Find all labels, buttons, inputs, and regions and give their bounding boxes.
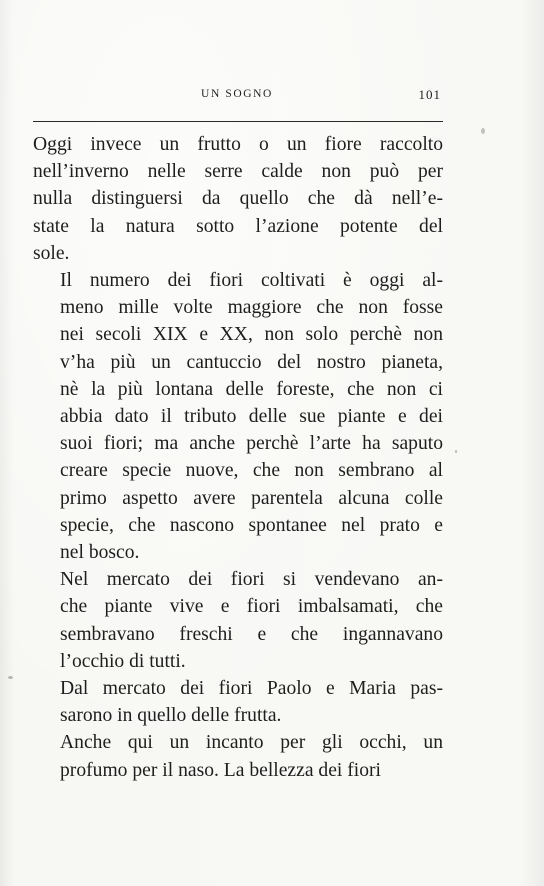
header-rule — [33, 121, 443, 122]
print-speck — [455, 450, 457, 453]
text-line: nulla distinguersi da quello che dà nell’e- — [33, 188, 443, 210]
text-line: meno mille volte maggiore che non fosse — [60, 297, 443, 319]
paragraph — [33, 675, 443, 729]
text-line: creare specie nuove, che non sembrano al — [60, 460, 443, 482]
text-line: nel bosco. — [60, 542, 140, 564]
text-line: che piante vive e fiori imbalsamati, che — [60, 596, 443, 618]
paragraph — [33, 566, 443, 675]
text-line: Oggi invece un frutto o un fiore raccolto — [33, 134, 443, 155]
text-line: v’ha più un cantuccio del nostro pianeta, — [60, 351, 443, 373]
paragraph — [33, 729, 443, 783]
text-line: state la natura sotto l’azione potente del — [33, 215, 443, 237]
text-line: sole. — [33, 242, 70, 264]
text-line: profumo per il naso. La bellezza dei fiori — [60, 759, 381, 781]
text-line: specie, che nascono spontanee nel prato e — [60, 514, 443, 536]
text-line: Il numero dei fiori coltivati è oggi al- — [60, 270, 443, 292]
text-line: suoi fiori; ma anche perchè l’arte ha saputo — [60, 433, 443, 455]
text-line: sarono in quello delle frutta. — [60, 705, 282, 727]
text-line: Dal mercato dei fiori Paolo e Maria pas- — [60, 678, 443, 700]
text-line: nell’inverno nelle serre calde non può per — [33, 161, 443, 183]
text-line: Nel mercato dei fiori si vendevano an- — [60, 569, 443, 591]
body-text — [33, 131, 443, 784]
running-head — [33, 86, 441, 106]
running-head-title: UN SOGNO — [201, 88, 273, 100]
text-line: primo aspetto avere parentela alcuna colle — [60, 487, 443, 509]
text-line: l’occhio di tutti. — [60, 650, 186, 672]
text-line: nei secoli XIX e XX, non solo perchè non — [60, 324, 443, 346]
text-line: nè la più lontana delle foreste, che non ci — [60, 378, 443, 400]
paragraph — [33, 267, 443, 566]
page-number: 101 — [418, 87, 441, 102]
print-speck — [8, 676, 13, 679]
print-speck — [481, 128, 485, 134]
text-line: sembravano freschi e che ingannavano — [60, 623, 443, 645]
text-line: Anche qui un incanto per gli occhi, un — [60, 732, 443, 754]
text-line: abbia dato il tributo delle sue piante e dei — [60, 406, 443, 428]
paragraph — [33, 131, 443, 267]
